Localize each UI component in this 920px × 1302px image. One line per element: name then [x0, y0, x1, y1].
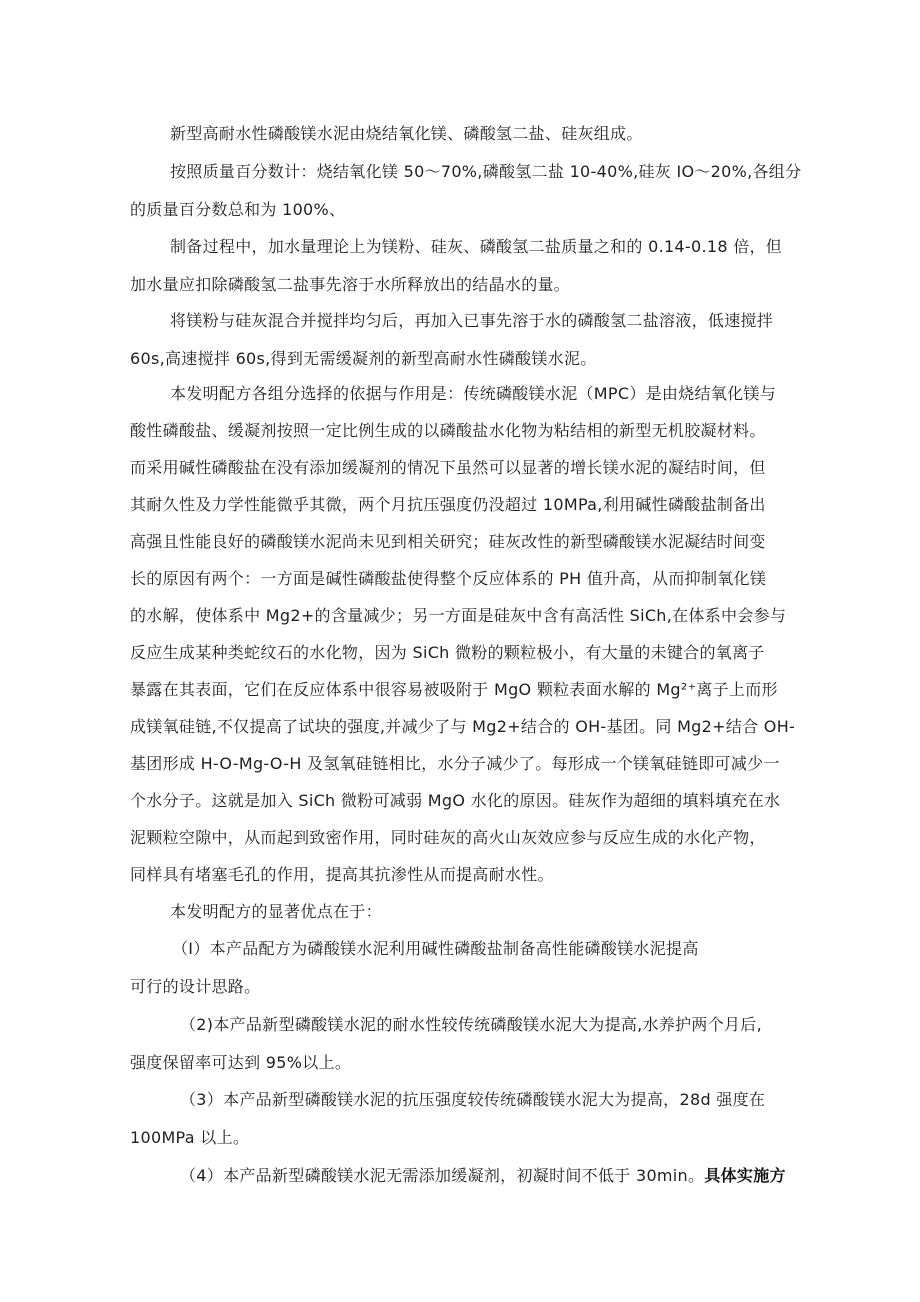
text-line: 新型高耐水性磷酸镁水泥由烧结氧化镁、磷酸氢二盐、硅灰组成。 — [170, 124, 643, 143]
text-line: 可行的设计思路。 — [130, 977, 261, 996]
text-line: 100MPa 以上。 — [130, 1128, 250, 1147]
text-line: 制备过程中，加水量理论上为镁粉、硅灰、磷酸氢二盐质量之和的 0.14-0.18 倍，但 — [170, 237, 783, 256]
section-heading-fragment: 具体实施方 — [704, 1166, 786, 1185]
text-line: 加水量应扣除磷酸氢二盐事先溶于水所释放出的结晶水的量。 — [130, 275, 571, 294]
text-line: 酸性磷酸盐、缓凝剂按照一定比例生成的以磷酸盐水化物为粘结相的新型无机胶凝材料。 — [130, 421, 766, 440]
text-line: 60s,高速搅拌 60s,得到无需缓凝剂的新型高耐水性磷酸镁水泥。 — [130, 349, 597, 368]
text-line: 本发明配方各组分选择的依据与作用是：传统磷酸镁水泥（MPC）是由烧结氧化镁与 — [170, 384, 777, 403]
text-line: （3）本产品新型磷酸镁水泥的抗压强度较传统磷酸镁水泥大为提高，28d 强度在 — [180, 1090, 766, 1109]
text-line: 成镁氧硅链,不仅提高了试块的强度,并减少了与 Mg2+结合的 OH-基团。同 Mg2+结合 OH- — [130, 717, 796, 736]
text-line: 将镁粉与硅灰混合并搅拌均匀后，再加入已事先溶于水的磷酸氢二盐溶液，低速搅拌 — [170, 311, 774, 330]
text-line: 暴露在其表面，它们在反应体系中很容易被吸附于 MgO 颗粒表面水解的 Mg²⁺离子上而形 — [130, 680, 778, 699]
text-line: 本发明配方的显著优点在于： — [170, 902, 382, 921]
text-line: 个水分子。这就是加入 SiCh 微粉可减弱 MgO 水化的原因。硅灰作为超细的填料填充在水 — [130, 791, 781, 810]
text-line: 反应生成某种类蛇纹石的水化物，因为 SiCh 微粉的颗粒极小，有大量的未键合的氧离子 — [130, 643, 765, 662]
text-line: 强度保留率可达到 95%以上。 — [130, 1053, 352, 1072]
text-line: 同样具有堵塞毛孔的作用，提高其抗渗性从而提高耐水性。 — [130, 865, 554, 884]
text-line: 按照质量百分数计：烧结氧化镁 50～70%,磷酸氢二盐 10-40%,硅灰 IO～20%,各组分 — [170, 162, 802, 181]
text-line: 泥颗粒空隙中，从而起到致密作用，同时硅灰的高火山灰效应参与反应生成的水化产物， — [130, 828, 766, 847]
text-line: 高强且性能良好的磷酸镁水泥尚未见到相关研究；硅灰改性的新型磷酸镁水泥凝结时间变 — [130, 532, 766, 551]
text-line-content: （4）本产品新型磷酸镁水泥无需添加缓凝剂，初凝时间不低于 30min。 — [180, 1166, 705, 1185]
text-line: 的水解，使体系中 Mg2+的含量减少；另一方面是硅灰中含有高活性 SiCh,在体系中会参与 — [130, 606, 787, 625]
text-line: （I）本产品配方为磷酸镁水泥利用碱性磷酸盐制备高性能磷酸镁水泥提高 — [172, 939, 699, 958]
text-line: 基团形成 H-O-Mg-O-H 及氢氧硅链相比，水分子减少了。每形成一个镁氧硅链即可减少一 — [130, 754, 780, 773]
text-line: 长的原因有两个：一方面是碱性磷酸盐使得整个反应体系的 PH 值升高，从而抑制氧化镁 — [130, 569, 767, 588]
text-line: （2)本产品新型磷酸镁水泥的耐水性较传统磷酸镁水泥大为提高,水养护两个月后, — [180, 1015, 762, 1034]
text-line — [180, 1165, 786, 1187]
text-line: 的质量百分数总和为 100%、 — [130, 200, 346, 219]
text-line: 其耐久性及力学性能微乎其微，两个月抗压强度仍没超过 10MPa,利用碱性磷酸盐制备出 — [130, 495, 766, 514]
text-line: 而采用碱性磷酸盐在没有添加缓凝剂的情况下虽然可以显著的增长镁水泥的凝结时间，但 — [130, 458, 766, 477]
